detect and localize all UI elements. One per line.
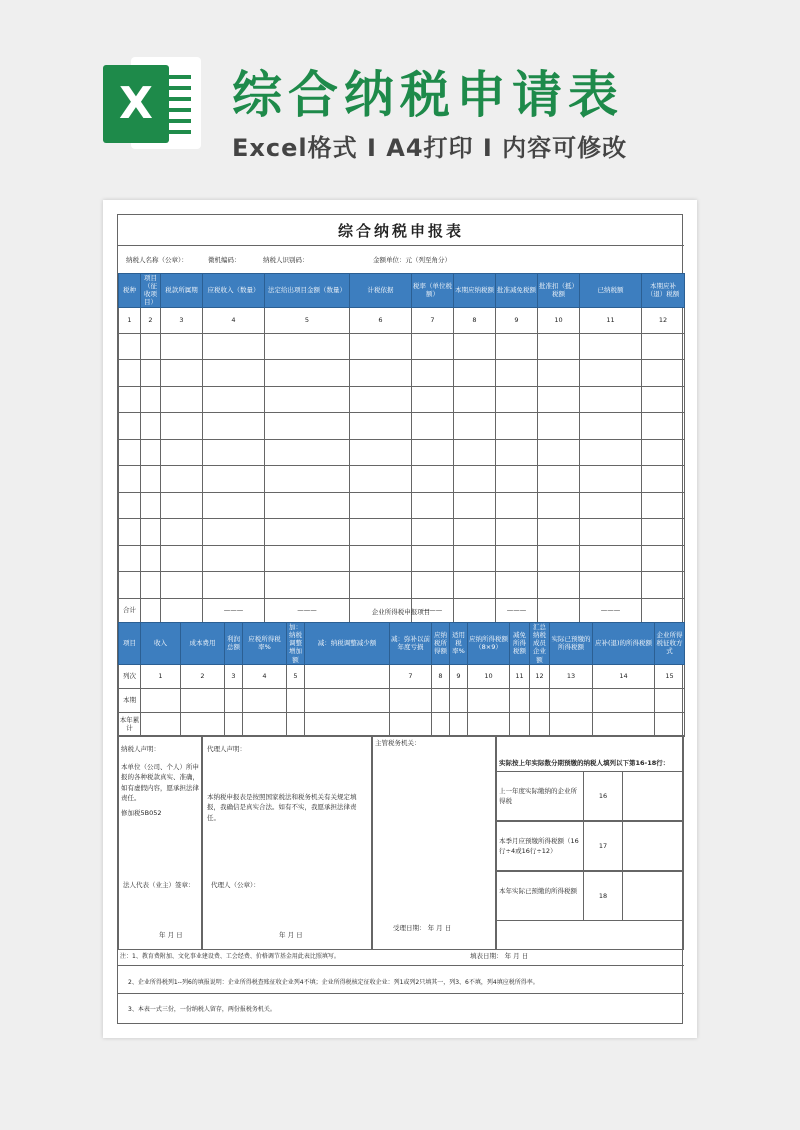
table-cell[interactable] [119,466,141,493]
table-cell[interactable] [203,519,265,546]
table-cell[interactable] [496,360,538,387]
col-number: 12 [642,307,685,333]
table-cell[interactable] [203,360,265,387]
table-cell[interactable] [203,492,265,519]
table-cell[interactable] [119,439,141,466]
col-number: 4 [203,307,265,333]
table-cell[interactable] [161,545,203,572]
total-label: 合计 [119,598,141,622]
table-cell[interactable] [412,545,454,572]
prepay-row-number: 16 [583,771,623,821]
row-label: 本期 [119,688,141,712]
note-2: 2、企业所得税列1--列6的填报说明：企业所得税查账征收企业列4不填；企业所得税核定征收企业：列1或列2只填其一，列3、6不填，列4填应税所得率。 [128,979,539,986]
table-cell[interactable] [496,439,538,466]
table-cell[interactable] [412,572,454,599]
prepay-row: 上一年度实际缴纳的企业所得税 16 [496,771,684,821]
table-cell[interactable] [141,572,161,599]
table-cell[interactable] [538,333,580,360]
table-cell[interactable] [412,360,454,387]
table-cell[interactable] [141,492,161,519]
col-number: 8 [432,664,450,688]
col-number: 2 [181,664,225,688]
table-cell[interactable] [412,333,454,360]
table-cell[interactable] [432,712,450,736]
table-cell[interactable] [265,572,350,599]
table-cell[interactable] [580,413,642,440]
total-dash: ——— [496,598,538,622]
table-cell[interactable] [454,413,496,440]
banner-subtitle: Excel格式 I A4打印 I 内容可修改 [232,134,628,162]
table-cell[interactable] [350,519,412,546]
table-cell[interactable] [550,712,593,736]
col-number: 8 [454,307,496,333]
col-number: 15 [655,664,685,688]
table-cell[interactable] [550,688,593,712]
note-3: 3、本表一式三份，一份纳税人留存，两份报税务机关。 [128,1006,276,1013]
table-cell[interactable] [496,466,538,493]
table-cell[interactable] [642,492,685,519]
table-cell[interactable] [580,360,642,387]
form-title: 综合纳税申报表 [337,222,464,240]
col-number: 7 [390,664,432,688]
col-header: 减：弥补以前年度亏损 [390,623,432,665]
table-cell[interactable] [287,712,305,736]
unit-label: 金额单位：元（列至角分） [373,256,451,264]
table-cell[interactable] [538,545,580,572]
table-cell[interactable] [580,519,642,546]
table-cell[interactable] [432,688,450,712]
table-cell[interactable] [454,545,496,572]
col-header: 应纳税所得额 [432,623,450,665]
table-cell[interactable] [593,712,655,736]
table-cell[interactable] [350,466,412,493]
table-row [119,413,685,440]
table-cell[interactable] [642,386,685,413]
col-header: 本期应纳税额 [454,274,496,308]
table-cell[interactable] [161,492,203,519]
table-cell[interactable] [642,466,685,493]
col-header: 汇总纳税成员企业额 [530,623,550,665]
col-header: 本期应补（退）税额 [642,274,685,308]
table-cell[interactable] [225,688,243,712]
row-label: 本年累计 [119,712,141,736]
table-row [119,492,685,519]
table-cell[interactable] [243,688,287,712]
table-cell[interactable] [390,688,432,712]
col-number: 5 [287,664,305,688]
table-cell[interactable] [141,386,161,413]
code-label: 微机编码： [208,256,241,264]
banner-title: 综合纳税申请表 [232,66,624,124]
table-cell[interactable] [287,688,305,712]
table-cell[interactable] [496,333,538,360]
table-cell[interactable] [350,333,412,360]
table-cell[interactable] [203,333,265,360]
table-cell[interactable] [454,492,496,519]
row-label: 列次 [119,664,141,688]
table-row [119,386,685,413]
table-cell[interactable] [119,386,141,413]
table-cell[interactable] [141,333,161,360]
table-cell[interactable] [580,572,642,599]
col-header: 计税依据 [350,274,412,308]
table-cell[interactable] [454,572,496,599]
taxpayer-id-label: 纳税人识别码： [263,256,309,264]
table-cell[interactable] [350,360,412,387]
table-cell[interactable] [412,386,454,413]
note-1: 注：1、教育费附加、文化事业建设费、工会经费、价格调节基金用此表比照填写。 [120,953,340,960]
table-row [119,360,685,387]
table-cell[interactable] [350,572,412,599]
col-header: 企业所得税征收方式 [655,623,685,665]
table-cell[interactable] [538,492,580,519]
taxpayer-name-label: 纳税人名称（公章）： [126,256,188,264]
col-header: 批准扣（抵）税额 [538,274,580,308]
table-cell[interactable] [119,519,141,546]
col-number: 7 [412,307,454,333]
col-header: 法定给出项目金额（数量） [265,274,350,308]
table-cell[interactable] [642,572,685,599]
banner [0,0,800,195]
col-header: 应税收入（数量） [203,274,265,308]
col-number: 11 [580,307,642,333]
table-cell[interactable] [161,413,203,440]
table-row [119,439,685,466]
table-cell[interactable] [265,413,350,440]
prepay-row: 本季月应预缴所得税额（16行÷4或16行÷12） 17 [496,821,684,871]
col-header: 项目 [119,623,141,665]
table-cell[interactable] [412,439,454,466]
table-cell[interactable] [580,466,642,493]
col-number: 3 [225,664,243,688]
table-cell[interactable] [454,386,496,413]
table-cell[interactable] [450,712,468,736]
table-cell[interactable] [468,688,510,712]
table-cell[interactable] [655,712,685,736]
col-header: 税种 [119,274,141,308]
table-cell[interactable] [350,386,412,413]
col-number [305,664,390,688]
col-header: 税率（单位税额） [412,274,454,308]
form-frame [117,214,683,1024]
table-cell[interactable] [161,333,203,360]
table-cell[interactable] [454,466,496,493]
table-cell[interactable] [496,519,538,546]
table-cell[interactable] [141,360,161,387]
table-cell[interactable] [119,492,141,519]
total-dash: ——— [580,598,642,622]
prepay-row-number: 18 [583,871,623,921]
table-cell[interactable] [468,712,510,736]
total-dash: ——— [203,598,265,622]
table-cell[interactable] [119,572,141,599]
table-cell[interactable] [642,439,685,466]
table-cell[interactable] [141,545,161,572]
table-cell[interactable] [580,386,642,413]
col-header: 应纳所得税额（8×9） [468,623,510,665]
table-cell[interactable] [350,439,412,466]
excel-logo-icon: X [103,57,201,149]
table-cell[interactable] [265,360,350,387]
table-cell[interactable] [141,519,161,546]
col-header: 加：纳税调整增加额 [287,623,305,665]
table-cell[interactable] [119,360,141,387]
table-cell[interactable] [538,360,580,387]
table-cell[interactable] [642,333,685,360]
table-cell[interactable] [350,492,412,519]
col-number: 11 [510,664,530,688]
table-cell[interactable] [655,688,685,712]
table-cell[interactable] [203,413,265,440]
tax-authority-box: 主管税务机关： 受理日期： 年 月 日 [372,735,496,950]
table-cell[interactable] [538,439,580,466]
col-number: 1 [119,307,141,333]
table-cell[interactable] [642,545,685,572]
table-cell[interactable] [203,572,265,599]
fill-date: 填表日期： 年 月 日 [470,952,529,960]
table-cell[interactable] [538,572,580,599]
table-row [119,466,685,493]
col-number: 5 [265,307,350,333]
table-cell[interactable] [161,386,203,413]
table-cell[interactable] [454,519,496,546]
table-cell[interactable] [510,712,530,736]
col-header: 批准减免税额 [496,274,538,308]
table-cell[interactable] [305,688,390,712]
col-number: 12 [530,664,550,688]
table-cell[interactable] [203,545,265,572]
tax-table [118,273,685,623]
table-cell[interactable] [161,360,203,387]
table-cell[interactable] [538,413,580,440]
table-cell[interactable] [141,413,161,440]
col-header: 税款所属期 [161,274,203,308]
table-cell[interactable] [265,466,350,493]
col-number: 10 [468,664,510,688]
table-cell[interactable] [538,466,580,493]
col-header: 利润总额 [225,623,243,665]
table-cell[interactable] [412,519,454,546]
col-number: 4 [243,664,287,688]
table-cell[interactable] [203,439,265,466]
table-cell[interactable] [530,712,550,736]
col-number: 13 [550,664,593,688]
table-cell[interactable] [538,519,580,546]
table-cell[interactable] [390,712,432,736]
col-number: 1 [141,664,181,688]
table-cell[interactable] [161,466,203,493]
prepay-row-number: 17 [583,821,623,871]
col-number: 6 [350,307,412,333]
taxpayer-declaration: 纳税人声明： 本单位（公司、个人）所申报的各种税款真实、准确，如有虚假内容，愿承担法律责任。 修加税5B052 法人代表（业主）签章： 年 月 日 [118,735,202,950]
table-cell[interactable] [580,545,642,572]
col-number: 9 [450,664,468,688]
col-number: 10 [538,307,580,333]
col-header: 减：纳税调整减少额 [305,623,390,665]
table-cell[interactable] [141,712,181,736]
table-cell[interactable] [530,688,550,712]
section2-title: 企业所得税申报项目 [371,608,431,616]
prepayment-box: 实际按上年实际数分期预缴的纳税人填列以下第16-18行： [496,735,684,950]
col-number: 14 [593,664,655,688]
col-header: 适用税率% [450,623,468,665]
table-cell[interactable] [593,688,655,712]
table-cell[interactable] [350,545,412,572]
table-cell[interactable] [265,519,350,546]
table-cell[interactable] [265,545,350,572]
prepay-row: 本年实际已预缴的所得税额 18 [496,871,684,921]
table-cell[interactable] [141,439,161,466]
table-cell[interactable] [161,439,203,466]
table-cell[interactable] [510,688,530,712]
table-cell[interactable] [141,688,181,712]
table-cell[interactable] [642,360,685,387]
form-sheet [103,200,697,1038]
col-header: 应税所得税率% [243,623,287,665]
agent-declaration: 代理人声明： 本纳税申报表是按照国家税法和税务机关有关规定填报，我确信是真实合法。如有不实，我愿承担法律责任。 代理人（公章）： 年 月 日 [202,735,372,950]
table-cell[interactable] [265,386,350,413]
table-cell[interactable] [580,439,642,466]
table-cell[interactable] [350,413,412,440]
table-row [119,333,685,360]
table-row [119,572,685,599]
col-number: 2 [141,307,161,333]
table-row [119,519,685,546]
table-cell[interactable] [454,439,496,466]
table-cell[interactable] [538,386,580,413]
table-cell[interactable] [161,519,203,546]
col-header: 成本费用 [181,623,225,665]
col-header: 收入 [141,623,181,665]
table-cell[interactable] [203,386,265,413]
table-cell[interactable] [119,413,141,440]
total-dash: ——— [412,598,454,622]
table-cell[interactable] [265,492,350,519]
table-cell[interactable] [119,333,141,360]
table-cell[interactable] [496,413,538,440]
table-cell[interactable] [642,519,685,546]
table-cell[interactable] [496,492,538,519]
table-cell[interactable] [412,492,454,519]
col-number: 9 [496,307,538,333]
table-cell[interactable] [580,333,642,360]
col-header: 减免所得税额 [510,623,530,665]
table-cell[interactable] [265,439,350,466]
table-row [119,545,685,572]
table-cell[interactable] [243,712,287,736]
table-cell[interactable] [119,545,141,572]
table-cell[interactable] [161,572,203,599]
table-cell[interactable] [496,545,538,572]
income-tax-table [118,622,685,737]
col-header: 项目（征收项目） [141,274,161,308]
table-cell[interactable] [454,360,496,387]
table-cell[interactable] [265,333,350,360]
table-cell[interactable] [412,413,454,440]
table-cell[interactable] [225,712,243,736]
table-cell[interactable] [141,466,161,493]
table-cell[interactable] [305,712,390,736]
table-cell[interactable] [496,386,538,413]
col-header: 应补(退)的所得税额 [593,623,655,665]
table-cell[interactable] [181,712,225,736]
col-header: 实际已预缴的所得税额 [550,623,593,665]
col-number: 3 [161,307,203,333]
table-cell[interactable] [454,333,496,360]
total-dash: ——— [265,598,350,622]
table-cell[interactable] [203,466,265,493]
table-cell[interactable] [496,572,538,599]
table-cell[interactable] [580,492,642,519]
col-header: 已纳税额 [580,274,642,308]
table-cell[interactable] [412,466,454,493]
table-cell[interactable] [181,688,225,712]
table-cell[interactable] [450,688,468,712]
table-cell[interactable] [642,413,685,440]
